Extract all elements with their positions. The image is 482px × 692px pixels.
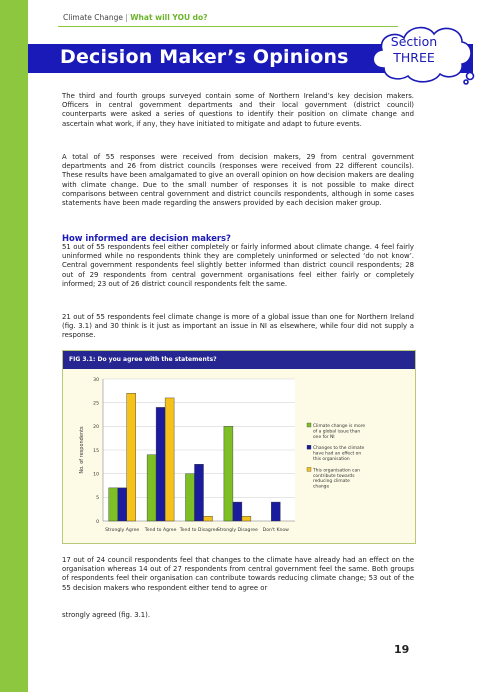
section-label-line1: Section (390, 34, 438, 49)
bar-chart (63, 369, 415, 543)
page-title: Decision Maker’s Opinions (60, 46, 349, 68)
y-axis-label: No. of respondents (79, 426, 85, 474)
y-tick-label: 10 (93, 472, 99, 478)
header-separator: | (125, 13, 128, 22)
legend-swatch (307, 445, 311, 449)
section-heading: How informed are decision makers? (62, 233, 231, 243)
bar (271, 502, 280, 521)
paragraph-informed: 51 out of 55 respondents feel either completely or fairly informed about climate change. 4 feel fairly uninformed while no respondents think they are completely uninformed or selected ‘do not know’. Central government respondents feel slightly better informed than district council respondents; 28 out of 29 respondents from central government organisations feel either fairly or completely informed; 23 out of 26 district council respondents felt the same. (62, 243, 414, 288)
bar (195, 464, 204, 521)
y-tick-label: 15 (93, 448, 99, 454)
paragraph-global-issue: 21 out of 55 respondents feel climate change is more of a global issue than one for Northern Ireland (fig. 3.1) and 30 think is it just as important an issue in NI as elsewhere, while four did not supply a response. (62, 313, 414, 340)
bar (118, 488, 127, 521)
figure-3-1 (62, 350, 416, 544)
bar (224, 426, 233, 521)
x-tick-label: Tend to Disagree (179, 528, 219, 533)
paragraph-council: 17 out of 24 council respondents feel that changes to the climate have already had an effect on the organisation whereas 14 out of 27 respondents from central government feel the same. Both groups of respondents feel their organisation can contribute towards reducing climate change; 53 out of the 55 decision makers who respondent either tend to agree or (62, 556, 414, 592)
y-tick-label: 5 (96, 496, 99, 502)
x-tick-label: Strongly Disagree (216, 528, 258, 533)
legend-swatch (307, 467, 311, 471)
figure-header (63, 351, 415, 369)
legend-label: Changes to the climate have had an effect on this organisation (313, 446, 365, 462)
paragraph-council-end: strongly agreed (fig. 3.1). (62, 611, 151, 619)
section-label-line2: THREE (393, 50, 435, 65)
paragraph-responses: A total of 55 responses were received from decision makers, 29 from central government departments and 26 from district councils (responses were received from 22 different councils). These results have been amalgamated to give an overall opinion on how decision makers are dealing with climate change. Due to the small number of responses it is not possible to make direct comparisons between central government and district councils respondents, although in some cases statements have been made regarding the answers provided by each decision maker group. (62, 153, 414, 208)
x-tick-label: Tend to Agree (144, 528, 177, 533)
x-tick-label: Strongly Agree (105, 528, 140, 533)
bar (127, 393, 136, 521)
y-tick-label: 20 (93, 425, 99, 431)
header-tagline: What will YOU do? (130, 13, 208, 22)
bar (186, 474, 195, 521)
bar (147, 455, 156, 521)
x-tick-label: Don't Know (262, 528, 289, 533)
header-rule (58, 26, 398, 27)
figure-title: FIG 3.1: Do you agree with the statements? (69, 356, 217, 363)
y-tick-label: 25 (93, 401, 99, 407)
y-tick-label: 30 (93, 377, 99, 383)
bar (109, 488, 118, 521)
legend-label: This organisation can contribute towards reducing climate change (313, 468, 360, 490)
running-header (63, 13, 208, 22)
legend-label: Climate change is more of a global issue than one for NI (313, 424, 366, 440)
y-tick-label: 0 (96, 519, 99, 525)
left-accent-bar (0, 0, 28, 692)
bar (156, 407, 165, 521)
paragraph-intro: The third and fourth groups surveyed contain some of Northern Ireland’s key decision makers. Officers in central government departments and their local government (district council) counterparts were asked a series of questions to identify their position on climate change and ascertain what work, if any, they have initiated to mitigate and adapt to future events. (62, 92, 414, 128)
bar (165, 398, 174, 521)
legend-swatch (307, 423, 311, 427)
bar (242, 516, 251, 521)
bar (233, 502, 242, 521)
bar (204, 516, 213, 521)
page-number: 19 (394, 643, 410, 656)
section-label (374, 34, 454, 66)
header-series: Climate Change (63, 13, 123, 22)
